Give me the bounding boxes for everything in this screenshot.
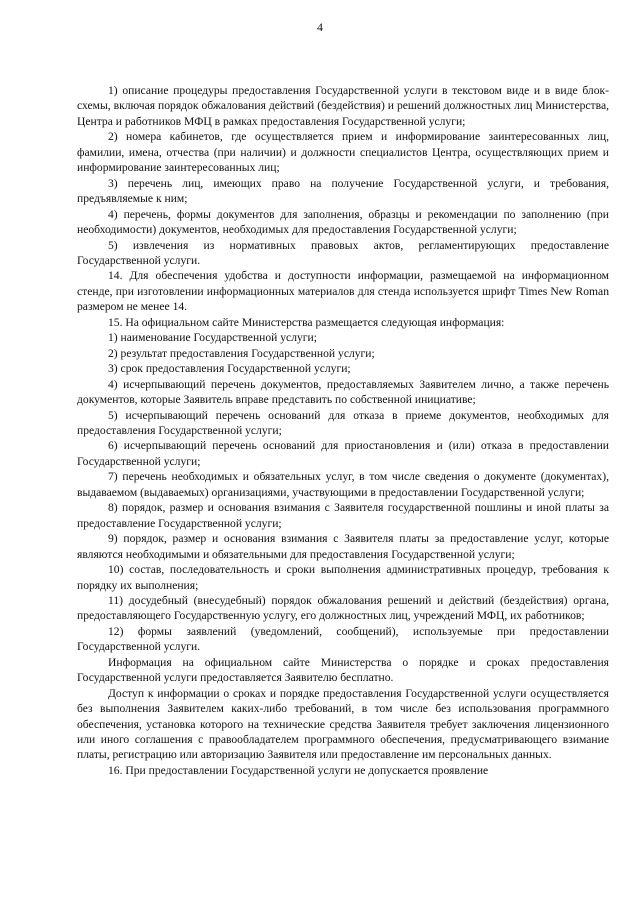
paragraph-19: 12) формы заявлений (уведомлений, сообщений), используемые при предоставлении Государственной услуги. [77, 624, 609, 654]
paragraph-9: 2) результат предоставления Государственной услуги; [108, 346, 375, 360]
paragraph-13: 6) исчерпывающий перечень оснований для приостановления и (или) отказа в предоставлении Государственной услуги; [77, 439, 609, 468]
paragraph-7: 15. На официальном сайте Министерства размещается следующая информация: [108, 315, 505, 329]
paragraph-11: 4) исчерпывающий перечень документов, предоставляемых Заявителем лично, а также перечень документов, которые Заявитель вправе представить по собственной инициативе; [77, 377, 609, 407]
paragraph-17: 10) состав, последовательность и сроки выполнения административных процедур, требования к порядку их выполнения; [77, 563, 609, 592]
paragraph-3: 3) перечень лиц, имеющих право на получение Государственной услуги, и требования, предъявляемые к ним; [77, 176, 609, 206]
paragraph-4: 4) перечень, формы документов для заполнения, образцы и рекомендации по заполнению (при необходимости) документов, необходимых для предоставления Государственной услуги; [77, 207, 609, 237]
paragraph-21: Доступ к информации о сроках и порядке предоставления Государственной услуги осуществляется без выполнения Заявителем каких-либо требований, в том числе без использования программного обеспечения, установка которого на технические средства Заявителя требует заключения лицензионного или иного соглашения с правообладателем программного обеспечения, предусматривающего взимание платы, регистрацию или авторизацию Заявителя или предоставление им персональных данных. [77, 686, 609, 762]
paragraph-15: 8) порядок, размер и основания взимания с Заявителя государственной пошлины и иной платы за предоставление Государственной услуги; [77, 501, 609, 530]
paragraph-1: 1) описание процедуры предоставления Государственной услуги в текстовом виде и в виде блок-схемы, включая порядок обжалования действий (бездействия) и решений должностных лиц Министерства, Центра и работников МФЦ в рамках предоставления Государственной услуги; [77, 84, 609, 128]
paragraph-8: 1) наименование Государственной услуги; [108, 331, 317, 345]
paragraph-12: 5) исчерпывающий перечень оснований для отказа в приеме документов, необходимых для предоставления Государственной услуги; [77, 408, 609, 437]
paragraph-20: Информация на официальном сайте Министерства о порядке и сроках предоставления Государственной услуги предоставляется Заявителю бесплатно. [77, 655, 609, 685]
page-number: 4 [317, 20, 323, 34]
document-body [77, 83, 609, 778]
paragraph-10: 3) срок предоставления Государственной услуги; [108, 362, 351, 376]
paragraph-18: 11) досудебный (внесудебный) порядок обжалования решений и действий (бездействия) органа, предоставляющего Государственную услугу, его должностных лиц, учреждений МФЦ, их работников; [77, 593, 609, 623]
paragraph-14: 7) перечень необходимых и обязательных услуг, в том числе сведения о документе (документах), выдаваемом (выдаваемых) организациями, участвующими в предоставлении Государственной услуги; [77, 470, 609, 499]
paragraph-6: 14. Для обеспечения удобства и доступности информации, размещаемой на информационном стенде, при изготовлении информационных материалов для стенда используется шрифт Times New Roman размером не менее 14. [77, 269, 609, 314]
paragraph-5: 5) извлечения из нормативных правовых актов, регламентирующих предоставление Государственной услуги. [77, 238, 609, 267]
paragraph-2: 2) номера кабинетов, где осуществляется прием и информирование заинтересованных лиц, фамилии, имена, отчества (при наличии) и должности специалистов Центра, осуществляющих прием и информирование заинтересованных лиц; [77, 130, 609, 175]
paragraph-16: 9) порядок, размер и основания взимания с Заявителя платы за предоставление услуг, которые являются необходимыми и обязательными для предоставления Государственной услуги; [77, 532, 609, 561]
paragraph-22: 16. При предоставлении Государственной услуги не допускается проявление [108, 763, 489, 777]
